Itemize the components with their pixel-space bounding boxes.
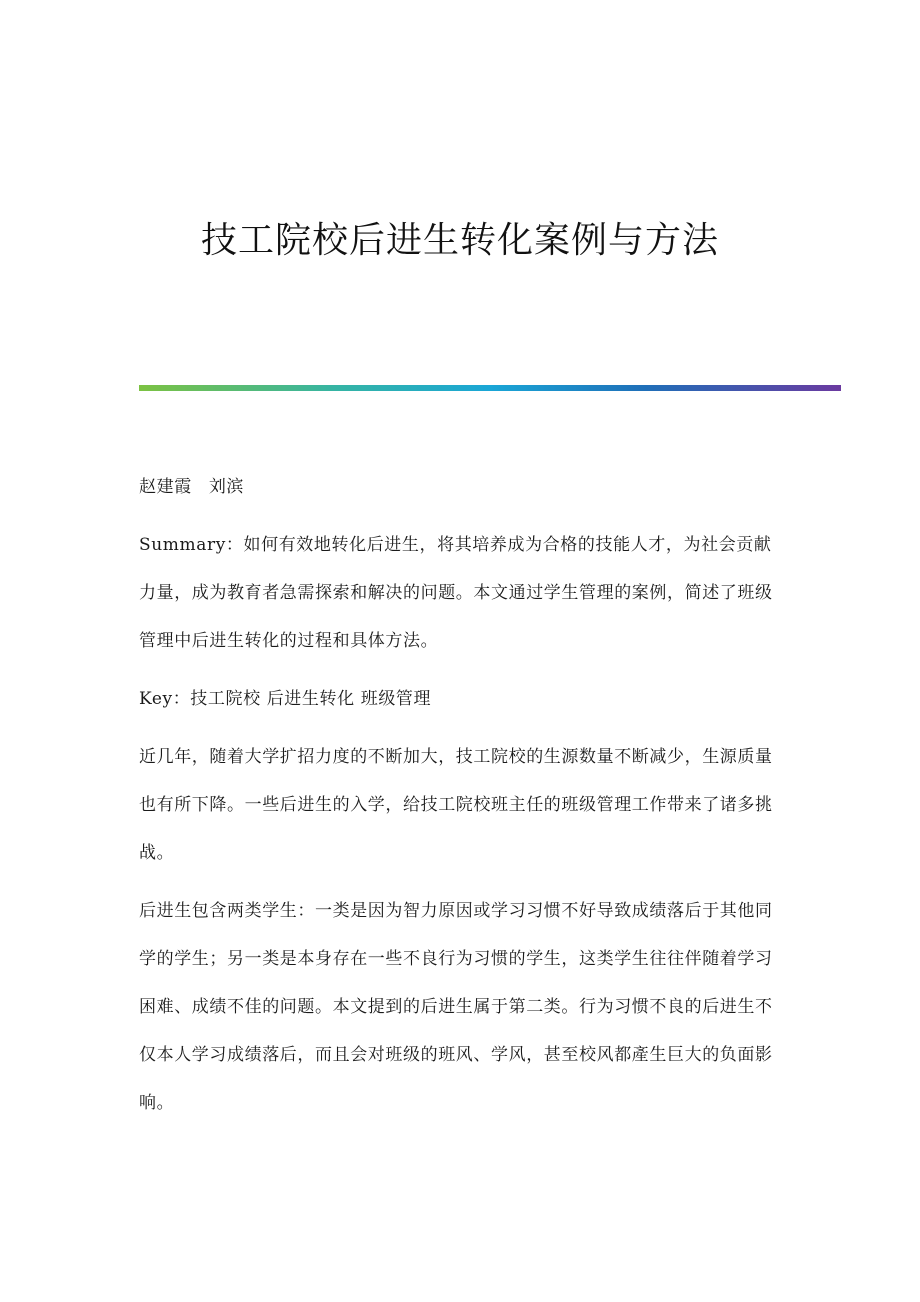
- author-name: 赵建霞: [139, 477, 192, 497]
- document-title: 技工院校后进生转化案例与方法: [200, 220, 719, 261]
- keywords-line: Key：技工院校 后进生转化 班级管理: [139, 689, 432, 709]
- author-name: 刘滨: [208, 477, 245, 497]
- body-paragraph: 近几年，随着大学扩招力度的不断加大，技工院校的生源数量不断减少，生源质量也有所下降。一些后进生的入学，给技工院校班主任的班级管理工作带来了诸多挑战。: [139, 747, 773, 863]
- title-divider: [139, 385, 841, 391]
- author-line: [139, 463, 781, 511]
- summary-paragraph: Summary：如何有效地转化后进生，将其培养成为合格的技能人才，为社会贡献力量，成为教育者急需探索和解决的问题。本文通过学生管理的案例，简述了班级管理中后进生转化的过程和具体方法。: [139, 535, 773, 651]
- document-body: [139, 463, 781, 1137]
- body-paragraph: 后进生包含两类学生：一类是因为智力原因或学习习惯不好导致成绩落后于其他同学的学生；另一类是本身存在一些不良行为习惯的学生，这类学生往往伴随着学习困难、成绩不佳的问题。本文提到的后进生属于第二类。行为习惯不良的后进生不仅本人学习成绩落后，而且会对班级的班风、学风，甚至校风都產生巨大的负面影响。: [139, 901, 773, 1113]
